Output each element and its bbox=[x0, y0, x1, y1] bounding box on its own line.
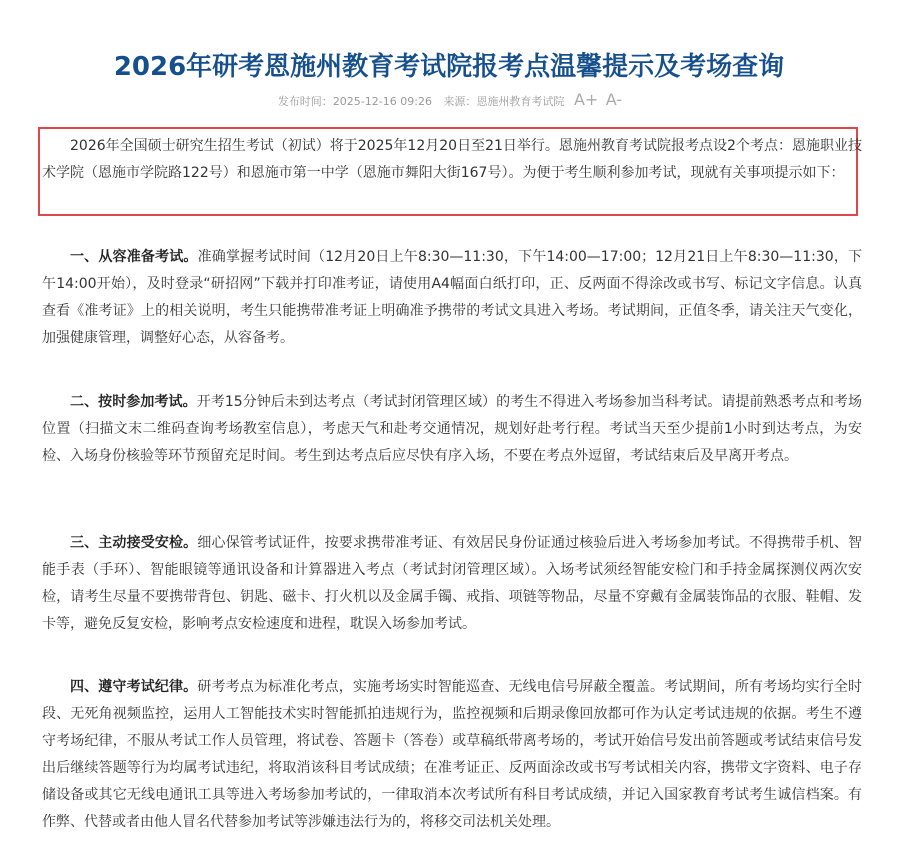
section-3-heading: 三、主动接受安检。 bbox=[70, 535, 198, 551]
article-title: 2026年研考恩施州教育考试院报考点温馨提示及考场查询 bbox=[113, 52, 785, 82]
font-increase-button[interactable]: A+ bbox=[573, 90, 599, 109]
source-label: 来源： bbox=[443, 95, 477, 108]
section-2-heading: 二、按时参加考试。 bbox=[70, 394, 197, 410]
section-4-body: 研考考点为标准化考点，实施考场实时智能巡查、无线电信号屏蔽全覆盖。考试期间，所有考场均实行全时段、无死角视频监控，运用人工智能技术实时智能抓拍违规行为，监控视频和后期录像回放都可作为认定考试违规的依据。考生不遵守考场纪律，不服从考试工作人员管理，将试卷、答题卡（答卷）或草稿纸带离考场的，考试开始信号发出前答题或考试结束信号发出后继续答题等行为均属考试违纪，将取消该科目考试成绩；在准考证正、反两面涂改或书写考试相关内容，携带文字资料、电子存储设备或其它无线电通讯工具等进入考场参加考试的，一律取消本次考试所有科目考试成绩，并记入国家教育考试考生诚信档案。有作弊、代替或者由他人冒名代替参加考试等涉嫌违法行为的，将移交司法机关处理。 bbox=[42, 679, 863, 830]
section-4-heading: 四、遵守考试纪律。 bbox=[70, 679, 198, 695]
intro-paragraph: 2026年全国硕士研究生招生考试（初试）将于2025年12月20日至21日举行。恩施州教育考试院报考点设2个考点：恩施职业技术学院（恩施市学院路122号）和恩施市第一中学（恩施市舞阳大街167号）。为便于考生顺利参加考试，现就有关事项提示如下： bbox=[42, 138, 862, 181]
section-4 bbox=[42, 674, 862, 836]
publish-label: 发布时间： bbox=[277, 95, 333, 108]
article-meta bbox=[0, 90, 898, 109]
font-decrease-button[interactable]: A- bbox=[605, 90, 623, 109]
section-1 bbox=[42, 244, 862, 352]
section-1-heading: 一、从容准备考试。 bbox=[70, 249, 198, 265]
source-name: 恩施州教育考试院 bbox=[476, 95, 565, 108]
publish-time: 2025-12-16 09:26 bbox=[332, 95, 432, 108]
publish-info bbox=[278, 95, 432, 108]
section-2 bbox=[42, 389, 862, 470]
source-info bbox=[443, 95, 564, 108]
section-2-body: 开考15分钟后未到达考点（考试封闭管理区域）的考生不得进入考场参加当科考试。请提前熟悉考点和考场位置（扫描文末二维码查询考场教室信息），考虑天气和赴考交通情况，规划好赴考行程。考试当天至少提前1小时到达考点，为安检、入场身份核验等环节预留充足时间。考生到达考点后应尽快有序入场，不要在考点外逗留，考试结束后及早离开考点。 bbox=[42, 394, 863, 464]
section-3-body: 细心保管考试证件，按要求携带准考证、有效居民身份证通过核验后进入考场参加考试。不得携带手机、智能手表（手环）、智能眼镜等通讯设备和计算器进入考点（考试封闭管理区域）。入场考试须经智能安检门和手持金属探测仪两次安检，请考生尽量不要携带背包、钥匙、磁卡、打火机以及金属手镯、戒指、项链等物品，尽量不穿戴有金属装饰品的衣服、鞋帽、发卡等，避免反复安检，影响考点安检速度和进程，耽误入场参加考试。 bbox=[42, 535, 863, 632]
section-1-body: 准确掌握考试时间（12月20日上午8:30—11:30，下午14:00—17:00；12月21日上午8:30—11:30，下午14:00开始），及时登录“研招网”下载并打印准考证，请使用A4幅面白纸打印，正、反两面不得涂改或书写、标记文字信息。认真查看《准考证》上的相关说明，考生只能携带准考证上明确准予携带的考试文具进入考场。考试期间，正值冬季，请关注天气变化，加强健康管理，调整好心态，从容备考。 bbox=[42, 249, 862, 346]
section-3 bbox=[42, 530, 862, 638]
